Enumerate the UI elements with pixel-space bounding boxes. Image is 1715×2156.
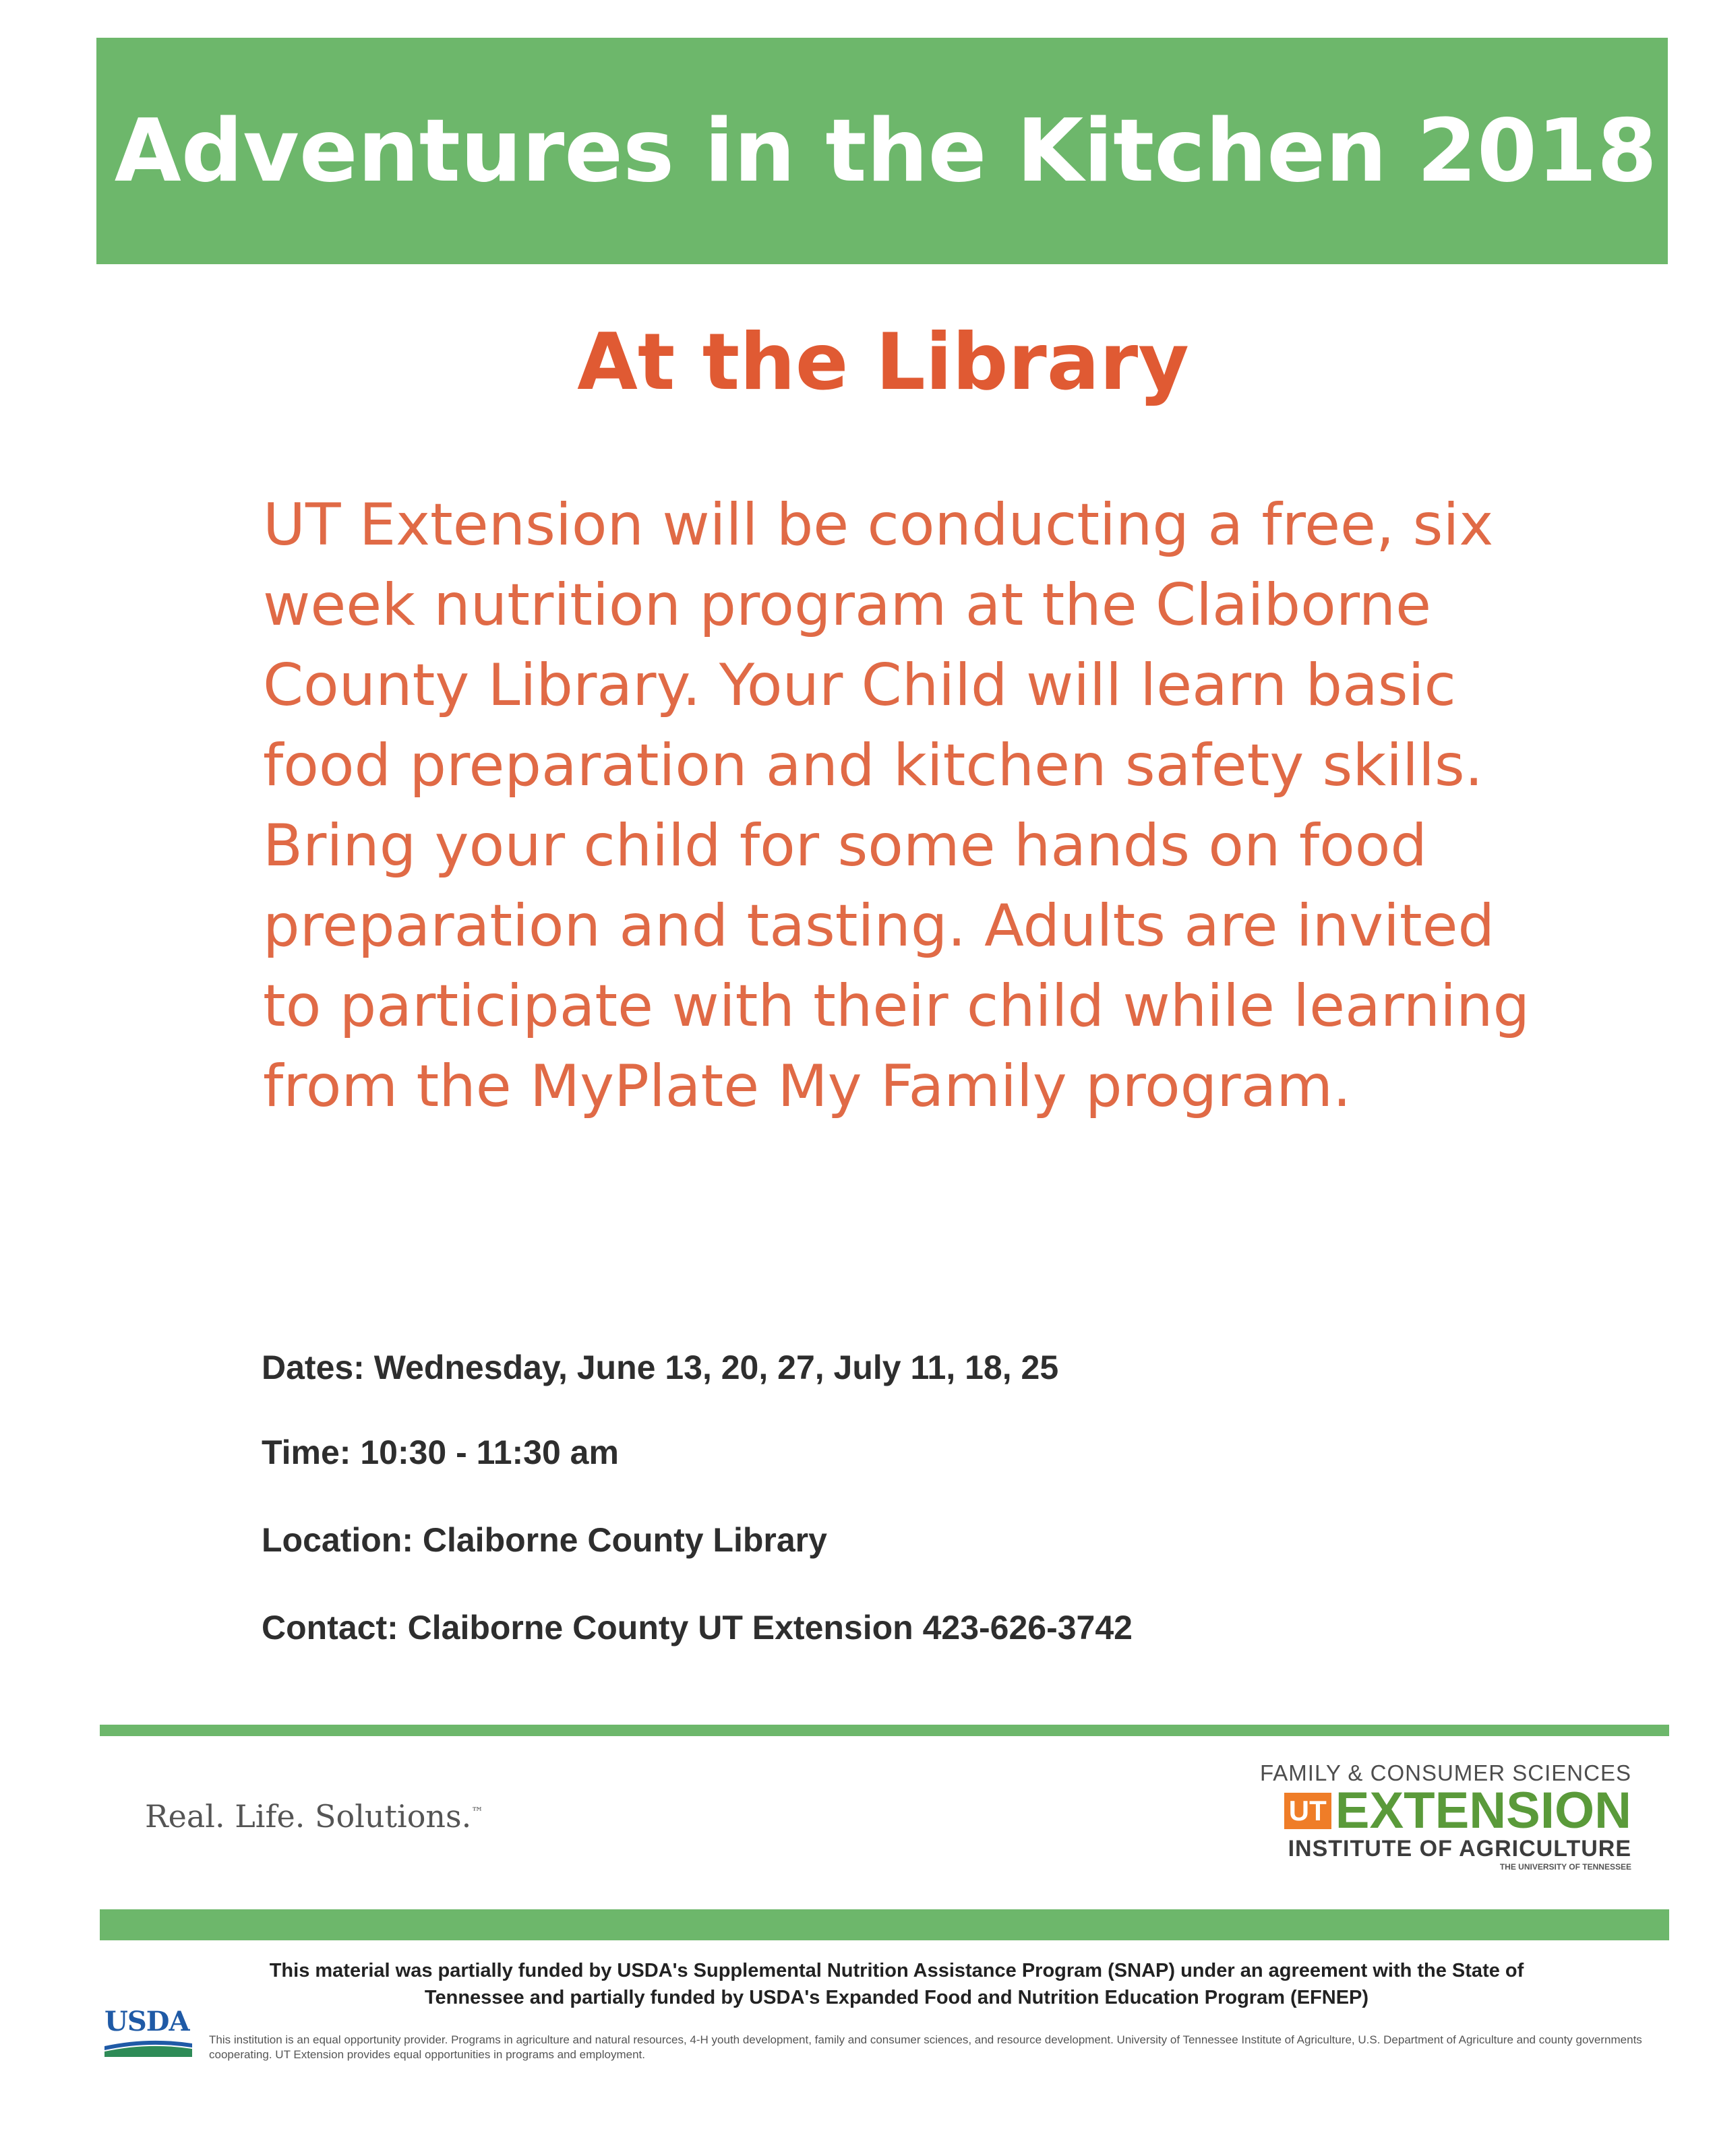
usda-wordmark: USDA [104,2006,189,2037]
page-title: Adventures in the Kitchen 2018 [114,100,1657,202]
program-description: UT Extension will be conducting a free, six week nutrition program at the Claiborne County Library. Your Child will learn basic food preparation and kitchen safety skills. Bring your child for some hands on food preparation and tasting. Adults are invited to participate with their child while learning from the MyPlate My Family program. [263,491,1530,1120]
funding-line-1: This material was partially funded by USDA's Supplemental Nutrition Assistance Program (SNAP) under an agreement with the State of [269,1960,1524,1981]
funding-line-2: Tennessee and partially funded by USDA's Expanded Food and Nutrition Education Program (EFNEP) [424,1987,1369,2008]
divider-bottom [100,1909,1669,1940]
location-line: Location: Claiborne County Library [262,1521,827,1559]
contact-line: Contact: Claiborne County UT Extension 423-626-3742 [262,1609,1133,1646]
tagline: Real. Life. Solutions.™ [145,1798,484,1835]
logo-extension-word: EXTENSION [1335,1782,1631,1839]
usda-logo [104,2007,192,2054]
logo-extension-line [1254,1782,1631,1839]
disclaimer: This institution is an equal opportunity provider. Programs in agriculture and natural resources, 4-H youth development, family and consumer sciences, and resource development. University of Tennessee Institute of Agriculture, U.S. Department of Agriculture and county governments cooperating. UT Extension provides equal opportunities in programs and employment. [209,2033,1642,2061]
time-line: Time: 10:30 - 11:30 am [262,1434,619,1471]
funding-statement [135,1957,1658,2011]
usda-fields-icon [104,2037,192,2057]
logo-institute: INSTITUTE OF AGRICULTURE [1288,1836,1631,1861]
dates-line: Dates: Wednesday, June 13, 20, 27, July 11, 18, 25 [262,1349,1059,1386]
logo-university: THE UNIVERSITY OF TENNESSEE [1499,1862,1631,1872]
divider-top [100,1725,1669,1736]
logo-family-consumer-sciences: FAMILY & CONSUMER SCIENCES [1259,1760,1631,1785]
page-subtitle: At the Library [577,317,1189,408]
ut-mark-icon: UT [1284,1793,1331,1829]
ut-extension-logo [1254,1760,1631,1872]
